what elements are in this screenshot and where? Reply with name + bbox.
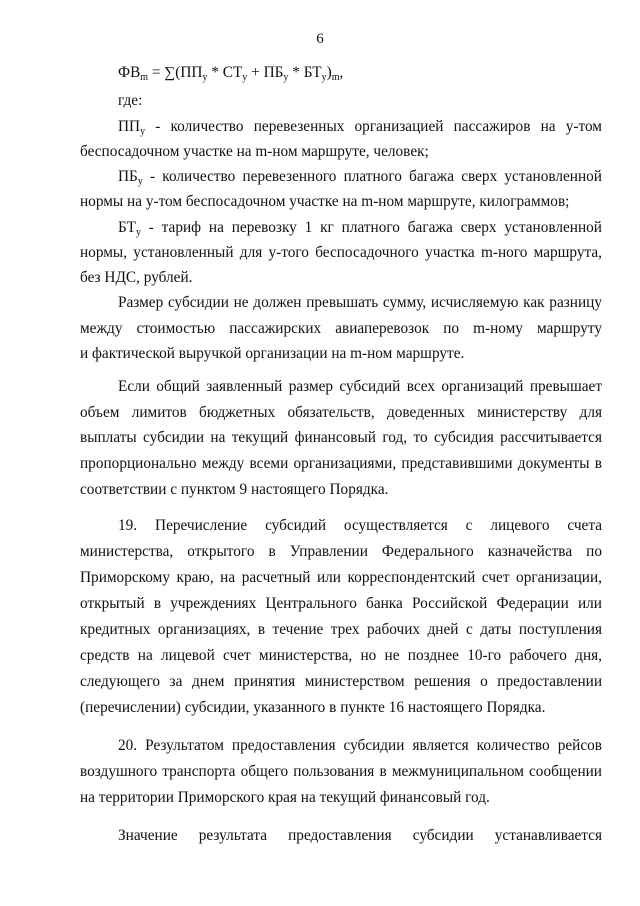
total-paragraph-line-4: пропорционально между всеми организациями, представившими документы в (80, 455, 602, 472)
def-pb-line-2: нормы на у-том беспосадочном участке на m-ном маршруте, килограммов; (80, 193, 570, 210)
total-paragraph-line-3: выплаты субсидии на текущий финансовый год, то субсидия рассчитывается (80, 429, 602, 446)
size-paragraph-line-2: между стоимостью пассажирских авиаперевозок по m-ному маршруту (80, 320, 602, 337)
p19-line-4: открытый в учреждениях Центрального банка Российской Федерации или (80, 595, 602, 612)
size-paragraph-line-3: и фактической выручкой организации на m-ном маршруте. (80, 345, 465, 362)
where-label: где: (118, 92, 143, 109)
p19-line-2: министерства, открытого в Управлении Федерального казначейства по (80, 543, 602, 560)
p19-line-7: следующего за днем принятия министерством решения о предоставлении (80, 673, 602, 690)
total-paragraph-line-1: Если общий заявленный размер субсидий всех организаций превышает (118, 378, 602, 395)
def-pp-line-2: беспосадочном участке на m-ном маршруте, человек; (80, 143, 429, 160)
p20-line-3: на территории Приморского края на текущий финансовый год. (80, 789, 490, 806)
def-bt-line-3: без НДС, рублей. (80, 269, 193, 286)
p19-line-1: 19. Перечисление субсидий осуществляется с лицевого счета (118, 517, 602, 534)
def-pb-line-1: $ПБ_у$ - количество перевезенного платного багажа сверх установленной (118, 168, 602, 187)
formula: $ФВ_m = \sum(ПП_у * СТ_у + ПБ_у * БТ_у)_m$, (118, 64, 344, 83)
p20-line-2: воздушного транспорта общего пользования в межмуниципальном сообщении (80, 763, 602, 780)
p19-line-3: Приморскому краю, на расчетный или корреспондентский счет организации, (80, 569, 602, 586)
p19-line-8: (перечислении) субсидии, указанного в пункте 16 настоящего Порядка. (80, 699, 546, 716)
p20-line-1: 20. Результатом предоставления субсидии является количество рейсов (118, 737, 602, 754)
p19-line-5: кредитных организациях, в течение трех рабочих дней с даты поступления (80, 621, 602, 638)
page-number: 6 (316, 31, 324, 47)
def-pp-line-1: $ПП_у$ - количество перевезенных организацией пассажиров на у-том (118, 118, 602, 137)
def-bt-line-1: $БТ_у$ - тариф на перевозку 1 кг платного багажа сверх установленной (118, 219, 602, 238)
value-paragraph-line-1: Значение результата предоставления субсидии устанавливается (118, 827, 602, 844)
size-paragraph-line-1: Размер субсидии не должен превышать сумму, исчисляемую как разницу (118, 294, 602, 311)
def-bt-line-2: нормы, установленный для у-того беспосадочного участка m-ного маршрута, (80, 244, 602, 261)
p19-line-6: средств на лицевой счет министерства, но не позднее 10-го рабочего дня, (80, 647, 602, 664)
total-paragraph-line-2: объем лимитов бюджетных обязательств, доведенных министерству для (80, 404, 602, 421)
total-paragraph-line-5: соответствии с пунктом 9 настоящего Порядка. (80, 481, 389, 498)
